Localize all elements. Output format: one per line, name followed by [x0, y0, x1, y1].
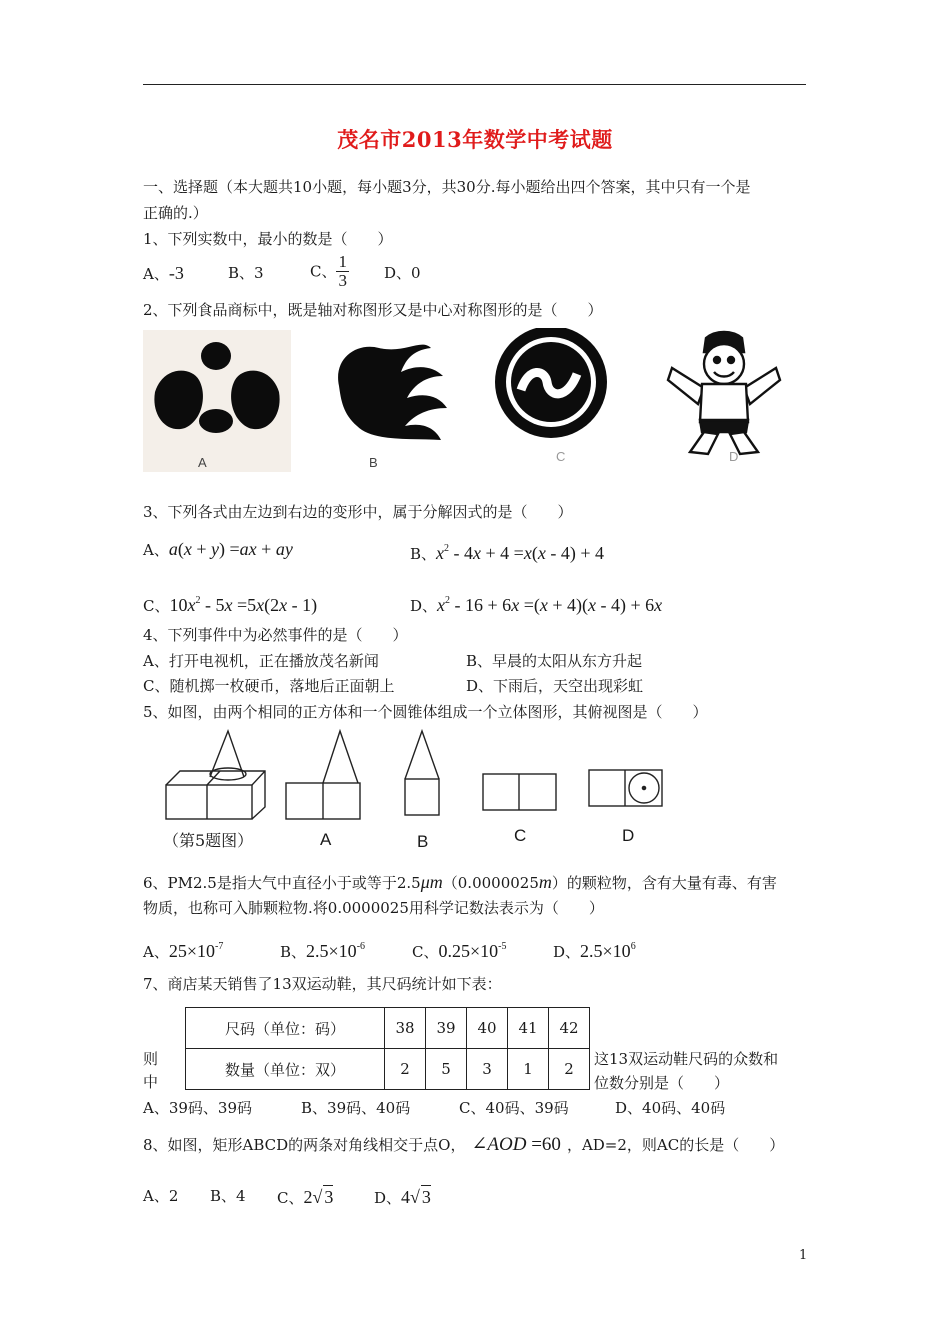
q7-size-cell: 42: [549, 1008, 590, 1049]
q7-suffix-2: 位数分别是（ ）: [594, 1074, 730, 1092]
q6-option-b: [280, 936, 365, 963]
q1-option-c-label: C、: [310, 262, 337, 281]
q8-option-d-label: D、: [374, 1189, 402, 1207]
q4-option-b: B、早晨的太阳从东方升起: [466, 652, 643, 670]
q1-option-c-numerator: 1: [338, 252, 347, 271]
q7-shoe-size-table: [185, 1007, 590, 1090]
q7-prefix-1: 则: [143, 1050, 159, 1068]
q6-option-b-expression: $2.5\times 10^{-6}$: [306, 941, 366, 961]
q4-option-d: D、下雨后，天空出现彩虹: [466, 677, 644, 695]
q3-option-d-expression: $x^2 - 16 + 6x =(x + 4)(x - 4) + 6x$: [437, 595, 663, 615]
q3-option-b-label: B、: [410, 545, 437, 563]
q7-row-header-count: 数量（单位：双）: [186, 1049, 385, 1090]
q2-label-a: A: [198, 455, 207, 470]
q6-option-b-label: B、: [280, 943, 307, 961]
q6-unit-meter: m: [538, 872, 552, 892]
q8-option-a: A、2: [143, 1187, 179, 1205]
q3-option-c-expression: $10x^2 - 5x =5x(2x - 1)$: [169, 595, 318, 615]
q8-option-c: [277, 1185, 333, 1209]
q3-option-a-label: A、: [143, 541, 169, 559]
q6-option-d: [553, 936, 636, 963]
q6-line1: [143, 871, 777, 894]
q5-option-c-figure: [483, 774, 556, 810]
q7-option-b: B、39码、40码: [301, 1099, 411, 1117]
q6-option-c-expression: $0.25\times 10^{-5}$: [438, 941, 507, 961]
q7-count-cell: 1: [508, 1049, 549, 1090]
q3-option-c: [143, 590, 317, 617]
q2-figure-c-logo: [495, 328, 607, 438]
header-rule: [143, 84, 806, 85]
q8-option-c-label: C、: [277, 1189, 304, 1207]
q5-label-d: D: [622, 826, 635, 845]
q8-option-d-expression: 4√ 3: [401, 1187, 431, 1207]
q5-caption: （第5题图）: [163, 831, 254, 850]
q7-size-cell: 38: [385, 1008, 426, 1049]
table-row: [186, 1049, 590, 1090]
q1-option-a-label: A、: [143, 265, 169, 283]
q5-option-b-figure: [405, 731, 439, 815]
q2-figure-d-cartoon: [664, 330, 784, 470]
q3-option-b: [410, 538, 604, 565]
q7-option-c: C、40码、39码: [459, 1099, 569, 1117]
q5-label-a: A: [320, 830, 332, 849]
page-title: 茂名市2013年数学中考试题: [337, 127, 613, 152]
q1-stem: 1、下列实数中，最小的数是（ ）: [143, 230, 393, 248]
q7-size-cell: 41: [508, 1008, 549, 1049]
q1-option-c-fraction: [336, 253, 349, 290]
q1-option-c-denominator: 3: [338, 271, 347, 290]
q3-option-b-expression: $x^2 - 4x + 4 =x(x - 4) + 4$: [436, 543, 604, 563]
q7-option-d: D、40码、40码: [615, 1099, 726, 1117]
q7-size-cell: 40: [467, 1008, 508, 1049]
q7-size-cell: 39: [426, 1008, 467, 1049]
q3-option-d-label: D、: [410, 597, 438, 615]
q2-figure-b-logo: [338, 345, 447, 440]
q5-figures: [158, 727, 678, 827]
q8-option-d: [374, 1185, 431, 1209]
q5-main-figure: [166, 731, 265, 819]
q1-option-b: B、3: [228, 264, 264, 282]
q2-label-c: C: [556, 449, 566, 464]
q1-option-a-value: -3: [168, 263, 184, 283]
q5-option-d-figure: [589, 770, 662, 806]
page-number: 1: [799, 1248, 808, 1263]
q2-trademark-figures: [143, 328, 643, 472]
q7-row-header-size: 尺码（单位：码）: [186, 1008, 385, 1049]
q3-stem: 3、下列各式由左边到右边的变形中，属于分解因式的是（ ）: [143, 503, 573, 521]
q3-option-a-expression: a(x + y) =ax + ay: [168, 539, 293, 559]
q3-option-c-label: C、: [143, 597, 170, 615]
q6-option-c: [412, 936, 506, 963]
q4-option-c: C、随机掷一枚硬币，落地后正面朝上: [143, 677, 395, 695]
q5-label-b: B: [417, 832, 429, 851]
q6-option-a-label: A、: [143, 943, 169, 961]
q7-count-cell: 5: [426, 1049, 467, 1090]
q4-stem: 4、下列事件中为必然事件的是（ ）: [143, 626, 408, 644]
q6-unit-micrometer: μm: [420, 872, 443, 892]
section-instructions-line1: 一、选择题（本大题共10小题，每小题3分，共30分.每小题给出四个答案，其中只有一个是: [143, 178, 751, 196]
section-instructions-line2: 正确的.）: [143, 204, 208, 222]
q2-label-b: B: [369, 455, 378, 470]
q6-line1-part-c: ）的颗粒物，含有大量有毒、有害: [551, 874, 777, 892]
q8-stem-part-b: ，AD=2，则AC的长是（ ）: [566, 1136, 785, 1154]
q8-stem-part-a: 8、如图，矩形ABCD的两条对角线相交于点O，: [143, 1136, 466, 1154]
q8-option-b: B、4: [210, 1187, 246, 1205]
q6-option-a-expression: $25\times 10^{-7}$: [168, 941, 224, 961]
q6-option-a: [143, 936, 223, 963]
q7-count-cell: 3: [467, 1049, 508, 1090]
q2-label-d: D: [729, 449, 739, 464]
q8-angle-expression: ∠AOD =60: [471, 1134, 561, 1155]
q7-option-a: A、39码、39码: [143, 1099, 253, 1117]
q1-option-c: [310, 253, 349, 290]
q8-option-c-expression: 2√ 3: [303, 1187, 334, 1207]
q7-count-cell: 2: [549, 1049, 590, 1090]
q3-option-d: [410, 590, 662, 617]
q6-option-d-expression: $2.5\times 10^6$: [580, 941, 636, 961]
q7-suffix-1: 这13双运动鞋尺码的众数和: [594, 1050, 779, 1068]
q7-stem: 7、商店某天销售了13双运动鞋，其尺码统计如下表：: [143, 975, 502, 993]
q7-count-cell: 2: [385, 1049, 426, 1090]
q7-prefix-2: 中: [143, 1073, 159, 1091]
q5-option-a-figure: [286, 731, 360, 819]
q4-option-a: A、打开电视机，正在播放茂名新闻: [143, 652, 379, 670]
q6-line1-part-b: （0.0000025: [442, 874, 539, 892]
q8-stem: [143, 1134, 784, 1156]
q6-option-d-label: D、: [553, 943, 581, 961]
q3-option-a: [143, 538, 293, 561]
table-row: [186, 1008, 590, 1049]
q1-option-d: D、0: [384, 264, 421, 282]
q2-stem: 2、下列食品商标中，既是轴对称图形又是中心对称图形的是（ ）: [143, 301, 603, 319]
q1-options: [143, 262, 184, 285]
q5-stem: 5、如图，由两个相同的正方体和一个圆锥体组成一个立体图形，其俯视图是（ ）: [143, 703, 708, 721]
q6-line1-part-a: 6、PM2.5是指大气中直径小于或等于2.5: [143, 874, 421, 892]
q5-label-c: C: [514, 826, 527, 845]
q6-option-c-label: C、: [412, 943, 439, 961]
q6-line2: 物质，也称可入肺颗粒物.将0.0000025用科学记数法表示为（ ）: [143, 899, 604, 917]
